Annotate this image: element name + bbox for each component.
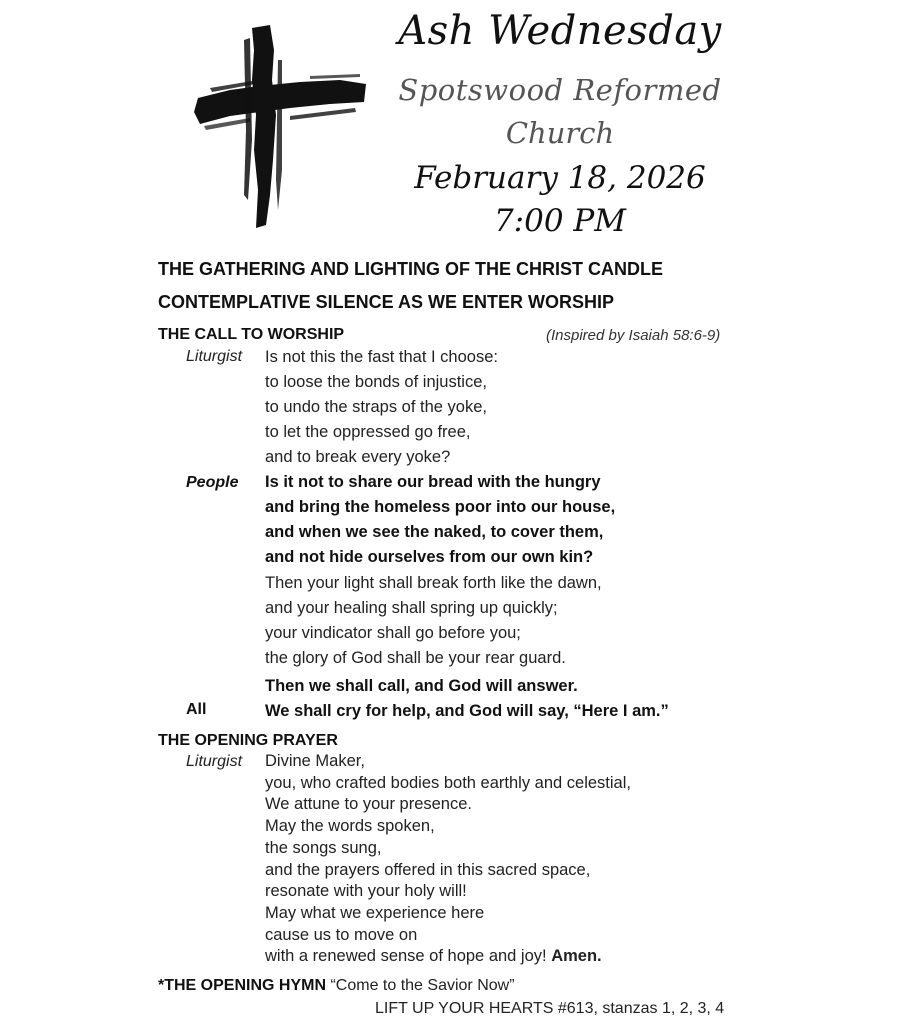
all-response-line: We shall cry for help, and God will say, “Here I am.”: [265, 702, 669, 720]
hymn-source: LIFT UP YOUR HEARTS #613, stanzas 1, 2, 3, 4: [375, 1000, 725, 1017]
prayer-line-text: with a renewed sense of hope and joy!: [265, 947, 547, 966]
section-opening-prayer: THE OPENING PRAYER: [158, 732, 338, 749]
section-silence: CONTEMPLATIVE SILENCE AS WE ENTER WORSHIP: [158, 292, 615, 312]
section-opening-hymn: *THE OPENING HYMN: [158, 977, 327, 994]
prayer-line: cause us to move on: [265, 925, 418, 944]
liturgist-label: Liturgist: [186, 753, 243, 770]
prayer-line: the songs sung,: [265, 838, 382, 857]
prayer-line: you, who crafted bodies both earthly and celestial,: [265, 773, 631, 792]
response-line: and not hide ourselves from our own kin?: [265, 548, 594, 566]
liturgist-label: Liturgist: [186, 348, 243, 365]
call-liturgist-lines: [265, 345, 498, 470]
amen-word: Amen.: [551, 947, 602, 966]
call-people-lines: [265, 470, 615, 570]
prayer-line-last: [265, 946, 631, 968]
people-label: People: [186, 474, 239, 491]
church-name-line2: Church: [505, 116, 615, 150]
church-name-line1: Spotswood Reformed: [398, 73, 722, 107]
service-time: 7:00 PM: [493, 203, 627, 239]
prayer-line: May what we experience here: [265, 903, 485, 922]
reading-line: and your healing shall spring up quickly;: [265, 599, 558, 617]
call-liturgist-lines-2: [265, 571, 602, 671]
reading-line: to undo the straps of the yoke,: [265, 398, 487, 416]
reading-line: the glory of God shall be your rear guard.: [265, 649, 566, 667]
ash-cross-icon: [190, 20, 370, 230]
reading-line: Then your light shall break forth like the dawn,: [265, 574, 602, 592]
response-line: and when we see the naked, to cover them,: [265, 523, 604, 541]
response-line: Then we shall call, and God will answer.: [265, 677, 578, 695]
service-title: Ash Wednesday: [398, 8, 722, 54]
reading-line: your vindicator shall go before you;: [265, 624, 521, 642]
prayer-line: We attune to your presence.: [265, 795, 472, 814]
section-gathering: THE GATHERING AND LIGHTING OF THE CHRIST CANDLE: [158, 259, 663, 279]
section-call-to-worship: THE CALL TO WORSHIP: [158, 326, 345, 343]
prayer-line: resonate with your holy will!: [265, 882, 467, 901]
reading-line: to loose the bonds of injustice,: [265, 373, 487, 391]
service-date: February 18, 2026: [414, 160, 706, 196]
reading-line: and to break every yoke?: [265, 448, 451, 466]
reading-line: to let the oppressed go free,: [265, 423, 471, 441]
all-label: All: [186, 701, 207, 718]
hymn-name: “Come to the Savior Now”: [330, 977, 515, 994]
prayer-line: and the prayers offered in this sacred space,: [265, 860, 591, 879]
prayer-lines: [265, 751, 631, 968]
prayer-line: May the words spoken,: [265, 817, 435, 836]
response-line: Is it not to share our bread with the hungry: [265, 473, 601, 491]
scripture-reference-note: (Inspired by Isaiah 58:6-9): [546, 327, 721, 344]
response-line: and bring the homeless poor into our house,: [265, 498, 616, 516]
opening-hymn-line: [158, 977, 515, 995]
prayer-line: Divine Maker,: [265, 752, 365, 770]
reading-line: Is not this the fast that I choose:: [265, 348, 498, 366]
